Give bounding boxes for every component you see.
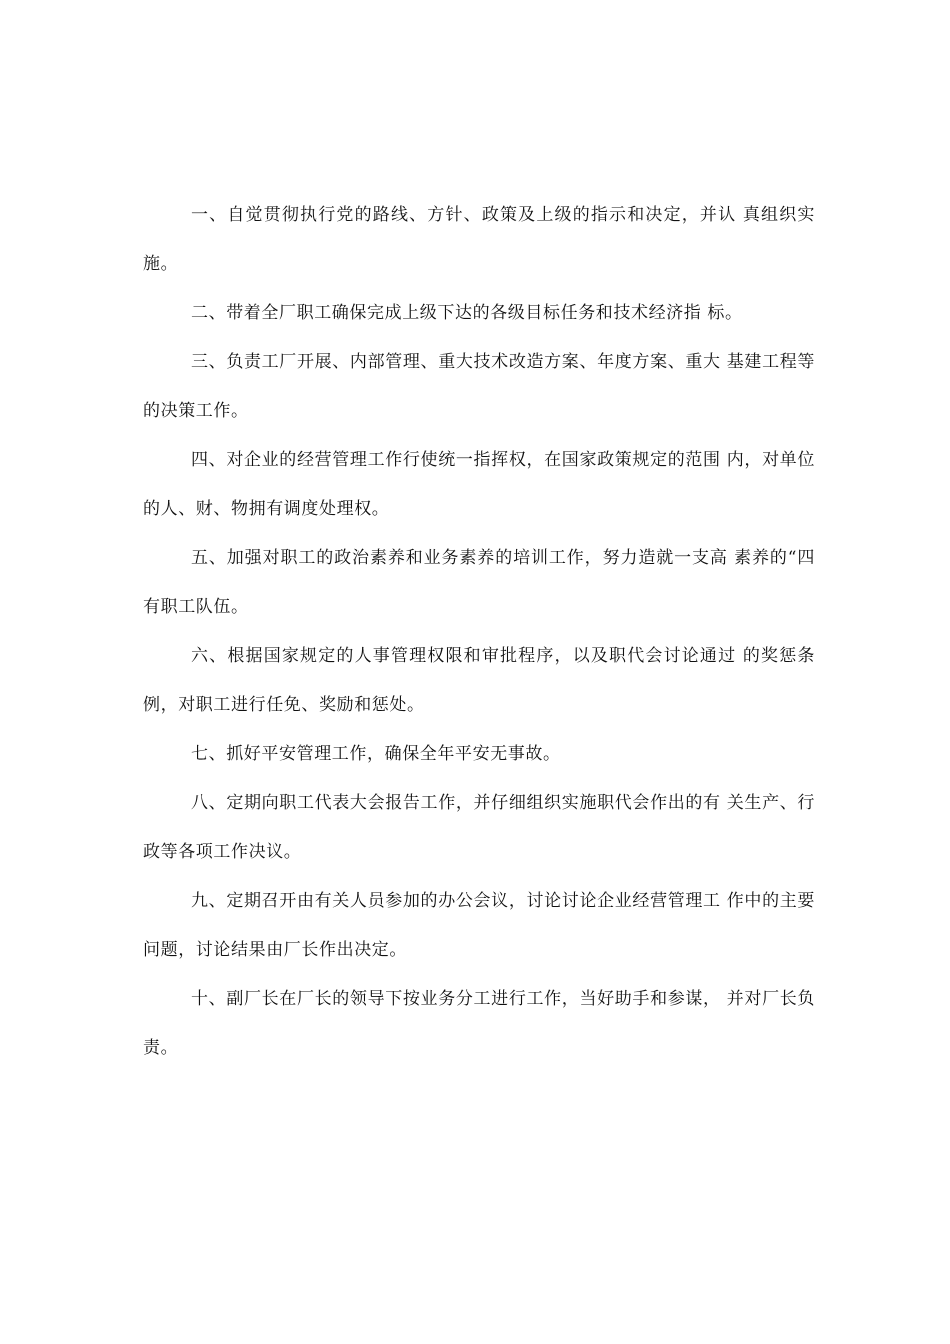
paragraph-5: 五、加强对职工的政治素养和业务素养的培训工作，努力造就一支高 素养的“四有职工队伍。 bbox=[143, 548, 815, 617]
paragraph-6: 六、根据国家规定的人事管理权限和审批程序，以及职代会讨论通过 的奖惩条例，对职工进行任免、奖励和惩处。 bbox=[143, 646, 815, 715]
paragraph-4: 四、对企业的经营管理工作行使统一指挥权，在国家政策规定的范围 内，对单位的人、财、物拥有调度处理权。 bbox=[143, 450, 815, 519]
paragraph-1: 一、自觉贯彻执行党的路线、方针、政策及上级的指示和决定，并认 真组织实施。 bbox=[143, 205, 815, 274]
paragraph-2: 二、带着全厂职工确保完成上级下达的各级目标任务和技术经济指 标。 bbox=[191, 303, 743, 323]
paragraph-9: 九、定期召开由有关人员参加的办公会议，讨论讨论企业经营管理工 作中的主要问题，讨论结果由厂长作出决定。 bbox=[143, 891, 815, 960]
paragraph-7: 七、抓好平安管理工作，确保全年平安无事故。 bbox=[191, 744, 561, 764]
paragraph-10: 十、副厂长在厂长的领导下按业务分工进行工作，当好助手和参谋， 并对厂长负责。 bbox=[143, 989, 815, 1058]
document-body bbox=[143, 191, 815, 1073]
paragraph-3: 三、负责工厂开展、内部管理、重大技术改造方案、年度方案、重大 基建工程等的决策工作。 bbox=[143, 352, 815, 421]
paragraph-8: 八、定期向职工代表大会报告工作，并仔细组织实施职代会作出的有 关生产、行政等各项工作决议。 bbox=[143, 793, 815, 862]
